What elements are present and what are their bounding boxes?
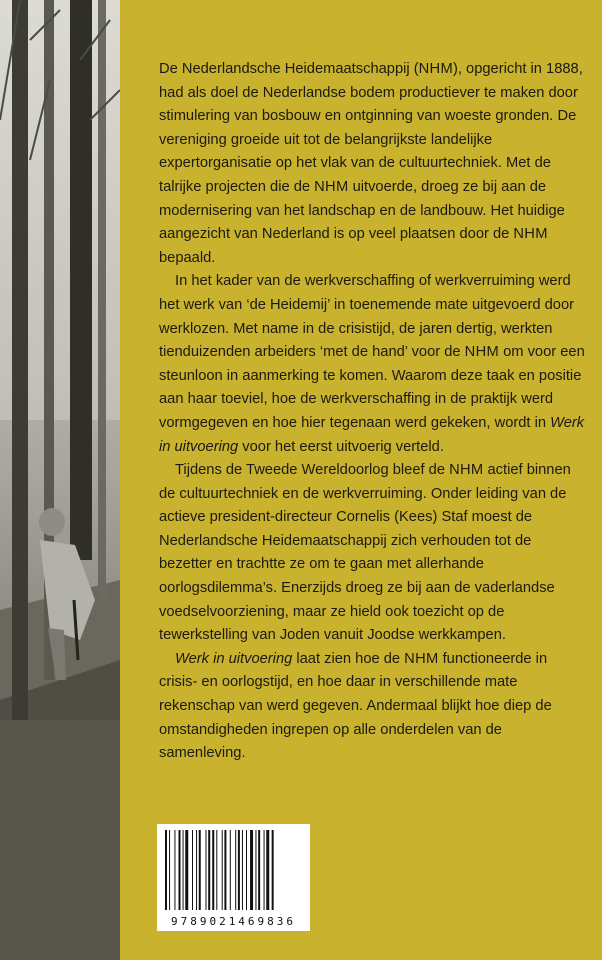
text-run: De Nederlandsche Heidemaatschappij ( <box>159 61 419 77</box>
text-run: Tijdens de Tweede Wereldoorlog bleef de <box>175 462 450 479</box>
barcode-bar <box>185 830 188 910</box>
text-run: functioneerde in crisis- en oorlogstijd, en hoe daar in verschillende mate rekenschap van werd gegeven. Andermaal blijkt hoe diep de omstandigheden ingrepen op alle onderdelen van de samenleving. <box>159 650 552 762</box>
barcode-bar <box>264 830 265 910</box>
abbr-nhm: NHM <box>513 226 548 243</box>
abbr-nhm: NHM <box>418 61 453 77</box>
barcode-bar <box>224 830 226 910</box>
book-title: Werk in uitvoering <box>175 650 293 667</box>
barcode-bar <box>242 830 243 910</box>
barcode-bar <box>238 830 240 910</box>
cover-photo <box>0 0 120 960</box>
isbn-number: 9789021469836 <box>170 915 297 928</box>
barcode-bar <box>235 830 236 910</box>
paragraph-4 <box>159 648 587 766</box>
barcode-bar <box>169 830 170 910</box>
text-run: laat zien hoe de <box>292 650 405 667</box>
barcode-bar <box>208 830 210 910</box>
paragraph-3 <box>159 459 587 648</box>
barcode-bar <box>272 830 274 910</box>
back-cover-text <box>159 58 587 766</box>
barcode-bar <box>165 830 167 910</box>
text-run: bepaald. <box>159 249 216 266</box>
barcode-bar <box>255 830 256 910</box>
forest-worker-photo <box>0 0 120 960</box>
barcode-bar <box>212 830 214 910</box>
barcode-bar <box>174 830 175 910</box>
abbr-nhm: NHM <box>464 344 500 361</box>
barcode-bar <box>230 830 231 910</box>
barcode-bar <box>192 830 193 910</box>
abbr-nhm: NHM <box>404 650 439 667</box>
abbr-nhm: NHM <box>449 462 484 479</box>
text-run: In het kader van de werkverschaffing of werkverruiming werd het werk van ‘de Heidemij’ in toenemende mate uitgevoerd door werklozen. Met name in de crisistijd, de jaren dertig, werkten tienduizenden arbeiders ‘met de hand’ voor de <box>159 273 575 361</box>
barcode-bar <box>258 830 260 910</box>
text-run: actief binnen de cultuurtechniek en de werkverruiming. Onder leiding van de actieve president-directeur Cornelis (Kees) Staf moest de Nederlandsche Heidemaatschappij zich verhouden tot de bezetter en trachtte ze om te gaan met allerhande oorlogsdilemma’s. Enerzijds droeg ze bij aan de vaderlandse voedselvoorziening, maar ze hield ook toezicht op de tewerkstelling van Joden vanuit Joodse werkkampen. <box>159 462 571 644</box>
barcode-bar <box>183 830 184 910</box>
text-run: ), opgericht in 1888, had als doel de Nederlandse bodem productiever te maken door stimulering van bosbouw en ontginning van woeste gronden. De vereniging groeide uit tot de belangrijkste landelijke expertorganisatie op het vlak van de cultuurtechniek. Met de talrijke projecten die de <box>159 61 583 195</box>
barcode-bar <box>199 830 201 910</box>
abbr-nhm: NHM <box>314 178 349 195</box>
paragraph-2 <box>159 270 587 459</box>
barcode <box>157 824 310 931</box>
barcode-bar <box>196 830 197 910</box>
barcode-bar <box>250 830 253 910</box>
barcode-bar <box>206 830 207 910</box>
text-run: voor het eerst uitvoerig verteld. <box>238 438 444 455</box>
barcode-bar <box>179 830 181 910</box>
book-title: Werk in uitvoering <box>159 414 585 455</box>
barcode-bar <box>246 830 247 910</box>
barcode-icon <box>163 830 304 910</box>
barcode-bar <box>216 830 217 910</box>
text-run: om voor een steunloon in aanmerking te komen. Waarom deze taak en positie aan haar toeviel, hoe de werkverschaffing in de praktijk werd vormgegeven en hoe hier tegenaan werd gekeken, wordt in <box>159 344 585 431</box>
barcode-bar <box>266 830 269 910</box>
text-run: uitvoerde, droeg ze bij aan de modernisering van het landschap en de landbouw. Het huidige aangezicht van Nederland is op veel plaatsen door de <box>159 178 565 243</box>
barcode-bar <box>222 830 223 910</box>
paragraph-1 <box>159 58 587 270</box>
